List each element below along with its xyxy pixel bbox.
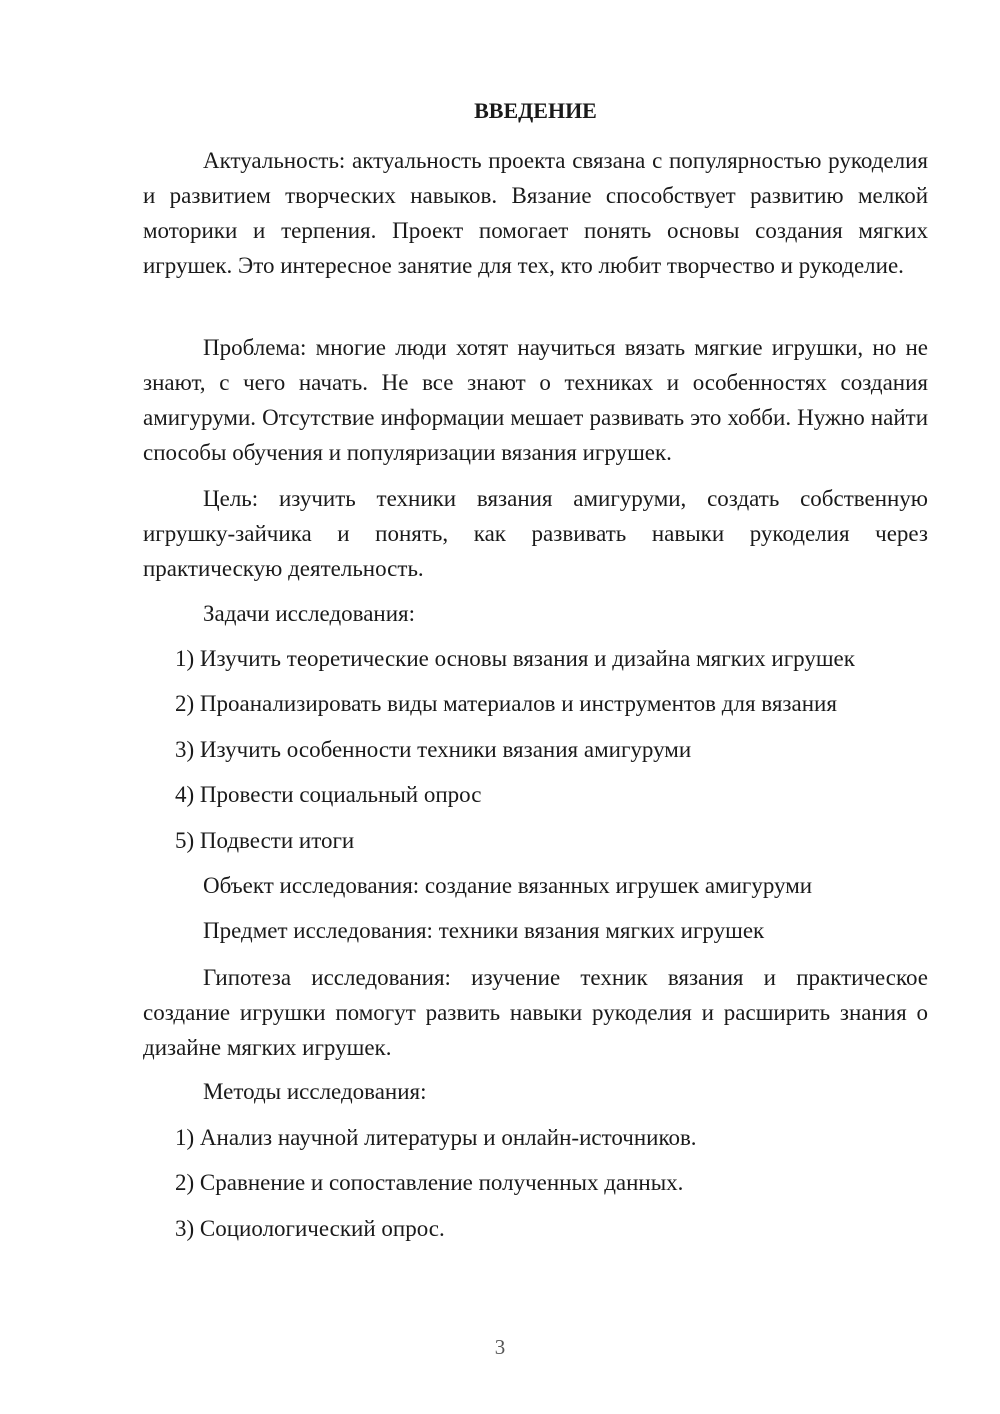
task-item-2: 2) Проанализировать виды материалов и инструментов для вязания (175, 691, 837, 716)
task-item-3: 3) Изучить особенности техники вязания амигуруми (175, 737, 692, 762)
method-item-3: 3) Социологический опрос. (175, 1216, 445, 1241)
methods-heading: Методы исследования: (203, 1079, 427, 1104)
tasks-heading: Задачи исследования: (203, 601, 416, 626)
page-number: 3 (494, 1335, 506, 1359)
problem-paragraph: Проблема: многие люди хотят научиться вязать мягкие игрушки, но не знают, с чего начать. Не все знают о техниках и особенностях создания амигуруми. Отсутствие информации мешает развивать это хобби. Нужно найти способы обучения и популяризации вязания игрушек. (143, 335, 928, 465)
relevance-paragraph: Актуальность: актуальность проекта связана с популярностью рукоделия и развитием творческих навыков. Вязание способствует развитию мелкой моторики и терпения. Проект помогает понять основы создания мягких игрушек. Это интересное занятие для тех, кто любит творчество и рукоделие. (143, 148, 928, 278)
task-item-1: 1) Изучить теоретические основы вязания и дизайна мягких игрушек (175, 646, 855, 671)
task-item-4: 4) Провести социальный опрос (175, 782, 482, 807)
method-item-2: 2) Сравнение и сопоставление полученных данных. (175, 1170, 684, 1195)
hypothesis-paragraph: Гипотеза исследования: изучение техник вязания и практическое создание игрушки помогут развить навыки рукоделия и расширить знания о дизайне мягких игрушек. (143, 965, 928, 1060)
research-subject: Предмет исследования: техники вязания мягких игрушек (203, 918, 765, 943)
goal-paragraph: Цель: изучить техники вязания амигуруми, создать собственную игрушку-зайчика и понять, как развивать навыки рукоделия через практическую деятельность. (143, 486, 928, 581)
section-title: ВВЕДЕНИЕ (474, 98, 597, 123)
task-item-5: 5) Подвести итоги (175, 828, 355, 853)
research-object: Объект исследования: создание вязанных игрушек амигуруми (203, 873, 813, 898)
method-item-1: 1) Анализ научной литературы и онлайн-источников. (175, 1125, 697, 1150)
